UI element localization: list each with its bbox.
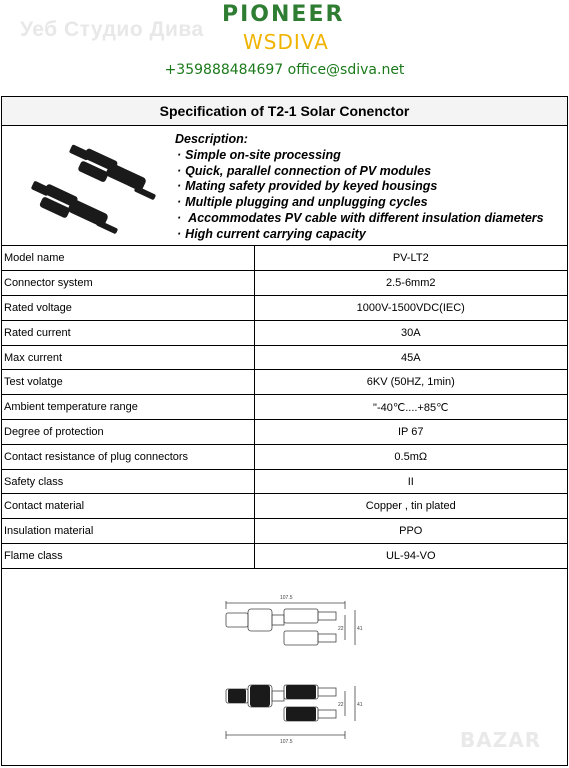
table-row xyxy=(2,370,567,395)
description-item: · Mating safety provided by keyed housings xyxy=(175,179,544,195)
spec-name: Test volatge xyxy=(2,370,254,395)
dimension-label: 107.5 xyxy=(280,739,293,745)
dimension-label: 22 xyxy=(338,702,344,708)
spec-value: PV-LT2 xyxy=(254,246,567,271)
spec-value: "-40℃....+85℃ xyxy=(254,395,567,420)
spec-value: II xyxy=(254,469,567,494)
description-item: · Multiple plugging and unplugging cycles xyxy=(175,195,544,211)
spec-value: PPO xyxy=(254,519,567,544)
description-item: · High current carrying capacity xyxy=(175,227,544,243)
spec-name: Contact resistance of plug connectors xyxy=(2,444,254,469)
table-row xyxy=(2,271,567,296)
spec-name: Max current xyxy=(2,345,254,370)
spec-value: 2.5-6mm2 xyxy=(254,271,567,296)
table-row xyxy=(2,444,567,469)
spec-sheet xyxy=(1,96,568,766)
spec-name: Degree of protection xyxy=(2,420,254,445)
connector-photo xyxy=(30,142,160,237)
contact-line: +359888484697 office@sdiva.net xyxy=(164,62,405,78)
watermark-text: Уеб Студио Дива xyxy=(20,18,204,41)
spec-name: Rated current xyxy=(2,320,254,345)
description-heading: Description: xyxy=(175,132,248,146)
description-item: · Simple on-site processing xyxy=(175,148,544,164)
spec-name: Contact material xyxy=(2,494,254,519)
spec-table xyxy=(2,246,567,569)
table-row xyxy=(2,246,567,271)
table-row xyxy=(2,296,567,321)
table-row xyxy=(2,320,567,345)
logo xyxy=(0,0,569,58)
description-item: · Accommodates PV cable with different insulation diameters xyxy=(175,211,544,227)
table-row xyxy=(2,469,567,494)
logo-top-text: PIONEER xyxy=(222,2,345,27)
spec-name: Flame class xyxy=(2,544,254,569)
table-row xyxy=(2,519,567,544)
table-row xyxy=(2,345,567,370)
technical-drawing xyxy=(220,585,363,765)
dimension-label: 41 xyxy=(357,702,363,708)
logo-bottom-text: WSDIVA xyxy=(243,30,329,54)
spec-value: 6KV (50HZ, 1min) xyxy=(254,370,567,395)
description-block xyxy=(175,132,544,243)
table-row xyxy=(2,494,567,519)
spec-value: 0.5mΩ xyxy=(254,444,567,469)
dimension-label: 107.5 xyxy=(280,595,293,601)
spec-value: 1000V-1500VDC(IEC) xyxy=(254,296,567,321)
table-row xyxy=(2,420,567,445)
table-row xyxy=(2,395,567,420)
spec-value: 30A xyxy=(254,320,567,345)
spec-name: Insulation material xyxy=(2,519,254,544)
spec-name: Safety class xyxy=(2,469,254,494)
table-row xyxy=(2,544,567,569)
dimension-label: 22 xyxy=(338,626,344,632)
dimension-label: 41 xyxy=(357,626,363,632)
bazar-watermark: BAZAR xyxy=(460,728,542,752)
spec-name: Ambient temperature range xyxy=(2,395,254,420)
spec-name: Model name xyxy=(2,246,254,271)
spec-value: Copper , tin plated xyxy=(254,494,567,519)
spec-name: Connector system xyxy=(2,271,254,296)
description-row xyxy=(2,126,567,246)
description-list xyxy=(175,148,544,243)
spec-value: IP 67 xyxy=(254,420,567,445)
description-item: · Quick, parallel connection of PV modules xyxy=(175,164,544,180)
spec-title: Specification of T2-1 Solar Conenctor xyxy=(2,97,567,126)
spec-value: UL-94-VO xyxy=(254,544,567,569)
spec-value: 45A xyxy=(254,345,567,370)
spec-name: Rated voltage xyxy=(2,296,254,321)
